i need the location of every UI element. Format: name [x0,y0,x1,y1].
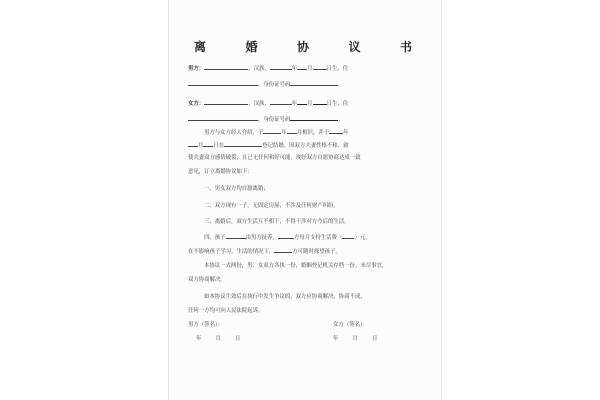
woman-address-blank[interactable] [188,115,258,121]
woman-signature: 女方（签名）： [333,322,369,328]
clause-4-text: 方每月支持生活费（ [293,235,343,241]
man-date-line [196,336,240,343]
meet-year-blank[interactable] [263,128,281,134]
clause-4-line-1 [204,233,371,242]
marry-year-blank[interactable] [329,128,343,134]
visit-party-blank[interactable] [274,247,292,253]
intro-text: 登记结婚。因双方夫妻性格不和，致 [262,143,349,149]
clause-4-text: 方可随时探望孩子。 [292,249,341,255]
woman-month-label: 月 [307,101,313,107]
man-id-label: ，身份证号码 [258,82,291,88]
clause-4-text: 由男方抚养， [245,235,278,241]
man-signature: 男方（签名）： [188,322,224,328]
intro-line-1 [204,128,348,137]
woman-day-label: 日生，住 [326,101,349,107]
man-label: 男方： [188,66,205,72]
dispute-line-1: 如本协议生效后在执行中发生争议的，双方应协商解决，协商不成， [204,294,366,300]
intro-text: 月 [198,143,204,149]
intro-line-4: 意见，订立离婚协议如下： [188,169,253,175]
woman-label: 女方： [188,101,205,107]
clause-3: 三、离婚后，双方生活互不相干，不得干涉对方今后的生活。 [204,219,350,225]
man-ethnicity: ，汉族， [248,66,270,72]
intro-text: 年 [281,130,287,136]
clause-1: 一、男女双方均自愿离婚； [204,186,269,192]
man-year-label: 年 [291,66,298,72]
man-date-day: 日 [234,336,241,342]
intro-line-2 [188,141,348,150]
woman-name-blank[interactable] [204,99,248,105]
copies-line-1: 本协议一式两份，男、女双方各执一份，婚姻登记机关存档一份。未尽事宜， [204,263,388,269]
clause-2: 二、双方现有一子，无固定房屋，不涉及任何财产纠纷。 [204,203,339,209]
marry-month-blank[interactable] [188,141,198,147]
man-month-label: 月 [307,66,313,72]
title-char: 书 [399,40,412,54]
dispute-line-2: 任何一方均可向人民法院起诉。 [188,308,264,314]
title-char: 婚 [245,40,258,54]
meet-month-blank[interactable] [287,128,297,134]
child-name-blank[interactable] [226,233,246,239]
support-party-blank[interactable] [278,233,294,239]
woman-month-blank[interactable] [297,99,307,105]
woman-year-label: 年 [291,101,298,107]
man-date-year: 年 [196,336,202,342]
intro-text: 日在 [213,143,225,149]
woman-id-label: ，身份证号码 [258,117,291,123]
woman-date-year: 年 [333,336,339,342]
marry-day-blank[interactable] [203,141,213,147]
woman-date-month: 月 [352,336,358,342]
man-year-blank[interactable] [270,64,292,70]
man-info-line [188,64,348,73]
woman-day-blank[interactable] [313,99,327,105]
woman-date-line [333,336,377,343]
man-address-blank[interactable] [188,80,258,86]
registry-blank[interactable] [224,141,262,147]
title-char: 议 [348,40,361,54]
man-name-blank[interactable] [204,64,248,70]
intro-text: 月相识，并于 [296,130,330,136]
title-char: 离 [194,40,207,54]
man-day-blank[interactable] [313,64,327,70]
man-id-end: 。 [338,82,344,88]
clause-4-line-2 [188,247,341,256]
man-month-blank[interactable] [297,64,307,70]
woman-year-blank[interactable] [270,99,292,105]
clause-4-text: 在不影响孩子学习、生活的情况下， [188,249,275,255]
woman-date-day: 日 [371,336,378,342]
title-char: 协 [296,40,309,54]
clause-4-text: ）元， [354,235,371,241]
intro-line-3: 使夫妻双方感情破裂，且已无任何和好可能，现经双方自愿协商达成一致 [188,155,361,161]
man-day-label: 日生，住 [326,66,349,72]
woman-id-blank[interactable] [290,115,341,123]
document-title [194,38,412,55]
man-date-month: 月 [215,336,221,342]
clause-4-text: 四、孩子 [204,235,226,241]
woman-info-line [188,99,348,108]
woman-id-end: . [338,117,341,123]
intro-text: 年 [343,130,349,136]
man-id-line [188,80,344,89]
woman-id-line [188,115,340,124]
woman-ethnicity: ，汉族， [248,101,270,107]
man-id-blank[interactable] [290,80,338,86]
intro-text: 男方与女方经人介绍，于 [204,130,264,136]
copies-line-2: 双方协商解决。 [188,277,226,283]
support-amount-blank[interactable] [342,233,354,239]
